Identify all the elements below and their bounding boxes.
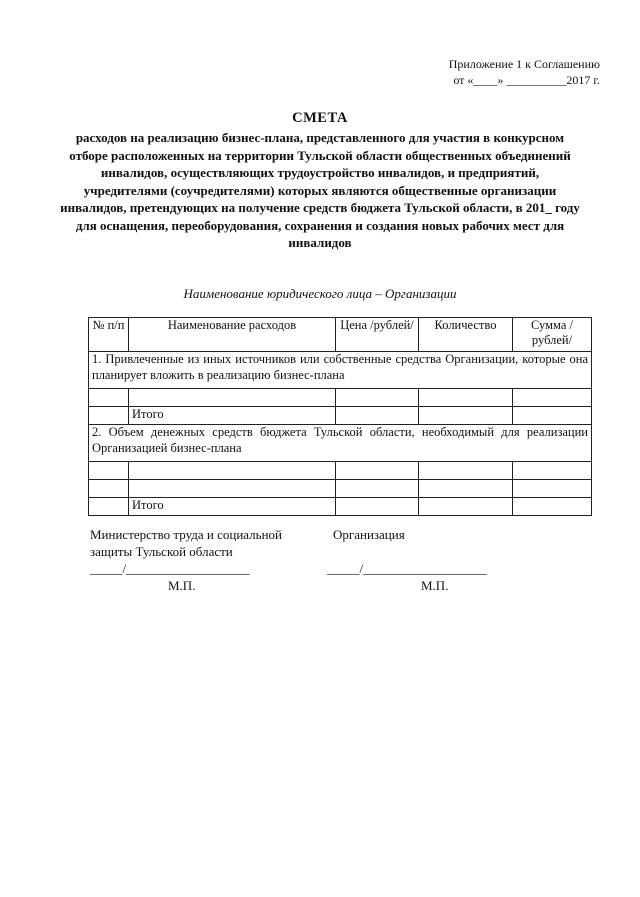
cell — [129, 462, 336, 480]
signature-left-org: Министерство труда и социальной защиты Тульской области — [90, 527, 282, 559]
stamp-place-right: М.П. — [421, 578, 449, 593]
header-qty: Количество — [419, 318, 513, 352]
cell — [419, 407, 513, 425]
cell — [513, 389, 592, 407]
cell — [336, 389, 419, 407]
cell — [89, 480, 129, 498]
section-1-row — [89, 352, 592, 389]
cell — [419, 480, 513, 498]
title-main: СМЕТА — [292, 110, 348, 126]
stamp-place-left: М.П. — [168, 578, 196, 593]
header-sum: Сумма /рублей/ — [513, 318, 592, 352]
cell — [89, 407, 129, 425]
table-row — [89, 389, 592, 407]
cell — [419, 389, 513, 407]
total-label-2: Итого — [129, 498, 336, 516]
table-header-row — [89, 318, 592, 352]
cell — [513, 498, 592, 516]
cell — [89, 498, 129, 516]
total-row-1 — [89, 407, 592, 425]
signature-right-org: Организация — [333, 527, 405, 542]
cell — [336, 498, 419, 516]
cell — [513, 462, 592, 480]
cell — [419, 498, 513, 516]
total-row-2 — [89, 498, 592, 516]
cell — [513, 480, 592, 498]
signature-line-left: _____/___________________ — [90, 561, 250, 576]
cell — [89, 389, 129, 407]
cell — [513, 407, 592, 425]
cell — [336, 407, 419, 425]
header-name: Наименование расходов — [129, 318, 336, 352]
section-2-row — [89, 425, 592, 462]
table-row — [89, 462, 592, 480]
title-body: расходов на реализацию бизнес-плана, представленного для участия в конкурсном отборе расположенных на территории Тульской области общественных объединений инвалидов, осуществляющих трудоустройство инвалидов, и предприятий, учредителями (соучредителями) которых являются общественные организации инвалидов, претендующих на получение средств бюджета Тульской области, в 201_ году для оснащения, переоборудования, сохранения и создания новых рабочих мест для инвалидов — [60, 130, 580, 250]
estimate-table — [88, 317, 592, 516]
annex-line-1: Приложение 1 к Соглашению — [448, 57, 600, 71]
cell — [129, 389, 336, 407]
cell — [419, 462, 513, 480]
table-row — [89, 480, 592, 498]
cell — [129, 480, 336, 498]
document-title — [60, 110, 580, 252]
section-1-text: 1. Привлеченные из иных источников или собственные средства Организации, которые она планирует вложить в реализацию бизнес-плана — [89, 352, 592, 389]
total-label-1: Итого — [129, 407, 336, 425]
header-price: Цена /рублей/ — [336, 318, 419, 352]
annex-note — [449, 56, 600, 88]
section-2-text: 2. Объем денежных средств бюджета Тульской области, необходимый для реализации Организацией бизнес-плана — [89, 425, 592, 462]
cell — [89, 462, 129, 480]
header-num: № п/п — [89, 318, 129, 352]
signature-line-right: _____/___________________ — [327, 561, 487, 576]
organization-caption: Наименование юридического лица – Организации — [183, 286, 457, 301]
cell — [336, 462, 419, 480]
cell — [336, 480, 419, 498]
annex-line-2: от «____» __________2017 г. — [453, 73, 600, 87]
